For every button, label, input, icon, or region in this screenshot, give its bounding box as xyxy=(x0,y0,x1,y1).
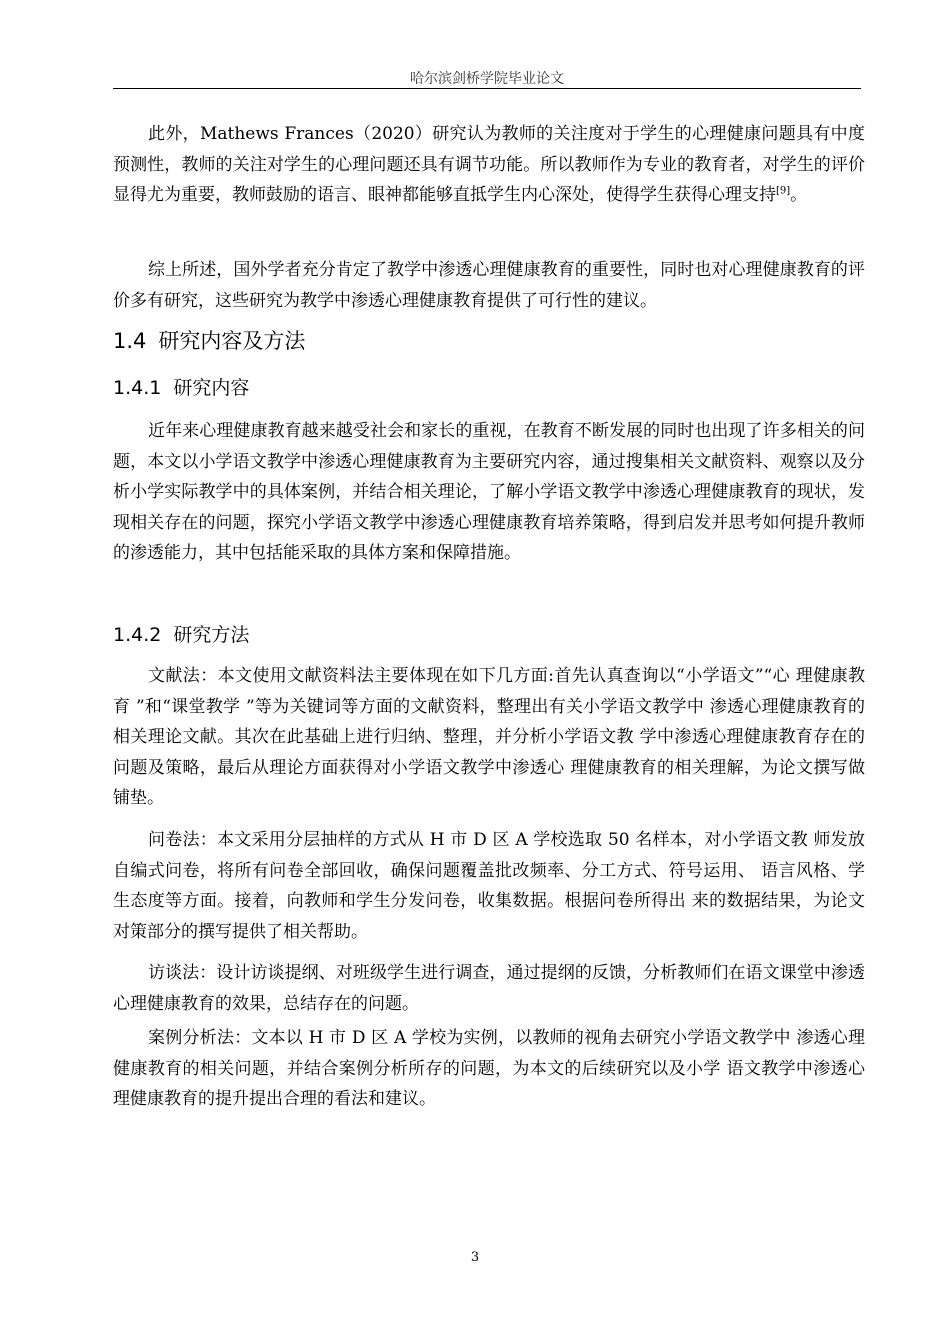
section-number: 1.4 xyxy=(113,329,147,353)
section-number: 1.4.2 xyxy=(113,624,162,646)
paragraph-mathews xyxy=(113,119,865,211)
paragraph-end: 。 xyxy=(790,185,808,205)
section-heading-1-4 xyxy=(113,325,305,355)
page-number: 3 xyxy=(470,1250,480,1265)
paragraph-text: 此外，Mathews Frances（2020）研究认为教师的关注度对于学生的心理健康问题具有中度预测性，教师的关注对学生的心理问题还具有调节功能。所以教师作为专业的教育者，对学生的评价显得尤为重要，教师鼓励的语言、眼神都能够直抵学生内心深处，使得学生获得心理支持 xyxy=(113,124,865,205)
paragraph-questionnaire-method: 问卷法：本文采用分层抽样的方式从 H 市 D 区 A 学校选取 50 名样本，对小学语文教 师发放自编式问卷，将所有问卷全部回收，确保问题覆盖批改频率、分工方式、符号运用、 语言风格、学生态度等方面。接着，向教师和学生分发问卷，收集数据。根据问卷所得出 来的数据结果，为论文对策部分的撰写提供了相关帮助。 xyxy=(113,830,865,942)
page-header: 哈尔滨剑桥学院毕业论文 xyxy=(410,71,564,87)
section-heading-1-4-1 xyxy=(113,373,249,400)
header-divider xyxy=(113,88,861,89)
section-title: 研究内容及方法 xyxy=(158,329,306,353)
paragraph-interview-method: 访谈法：设计访谈提纲、对班级学生进行调查，通过提纲的反馈，分析教师们在语文课堂中渗透心理健康教育的效果，总结存在的问题。 xyxy=(113,963,865,1014)
section-number: 1.4.1 xyxy=(113,377,162,399)
section-title: 研究内容 xyxy=(173,377,250,399)
paragraph-literature-method: 文献法：本文使用文献资料法主要体现在如下几方面:首先认真查询以“小学语文”“心 理健康教育 ”和“课堂教学 ”等为关键词等方面的文献资料，整理出有关小学语文教学中 渗透心理健康教育的相关理论文献。其次在此基础上进行归纳、整理，并分析小学语文教 学中渗透心理健康教育存在的问题及策略，最后从理论方面获得对小学语文教学中渗透心 理健康教育的相关理解，为论文撰写做铺垫。 xyxy=(113,666,865,808)
section-heading-1-4-2 xyxy=(113,620,249,647)
section-title: 研究方法 xyxy=(173,624,250,646)
paragraph-summary: 综上所述，国外学者充分肯定了教学中渗透心理健康教育的重要性，同时也对心理健康教育的评价多有研究，这些研究为教学中渗透心理健康教育提供了可行性的建议。 xyxy=(113,260,865,311)
citation-ref: [9] xyxy=(776,185,791,197)
paragraph-research-content: 近年来心理健康教育越来越受社会和家长的重视，在教育不断发展的同时也出现了许多相关的问题，本文以小学语文教学中渗透心理健康教育为主要研究内容，通过搜集相关文献资料、观察以及分析小学实际教学中的具体案例，并结合相关理论，了解小学语文教学中渗透心理健康教育的现状，发现相关存在的问题，探究小学语文教学中渗透心理健康教育培养策略，得到启发并思考如何提升教师的渗透能力，其中包括能采取的具体方案和保障措施。 xyxy=(113,421,865,563)
paragraph-case-method: 案例分析法：文本以 H 市 D 区 A 学校为实例，以教师的视角去研究小学语文教学中 渗透心理健康教育的相关问题，并结合案例分析所存的问题，为本文的后续研究以及小学 语文教学中渗透心理健康教育的提升提出合理的看法和建议。 xyxy=(113,1028,865,1109)
